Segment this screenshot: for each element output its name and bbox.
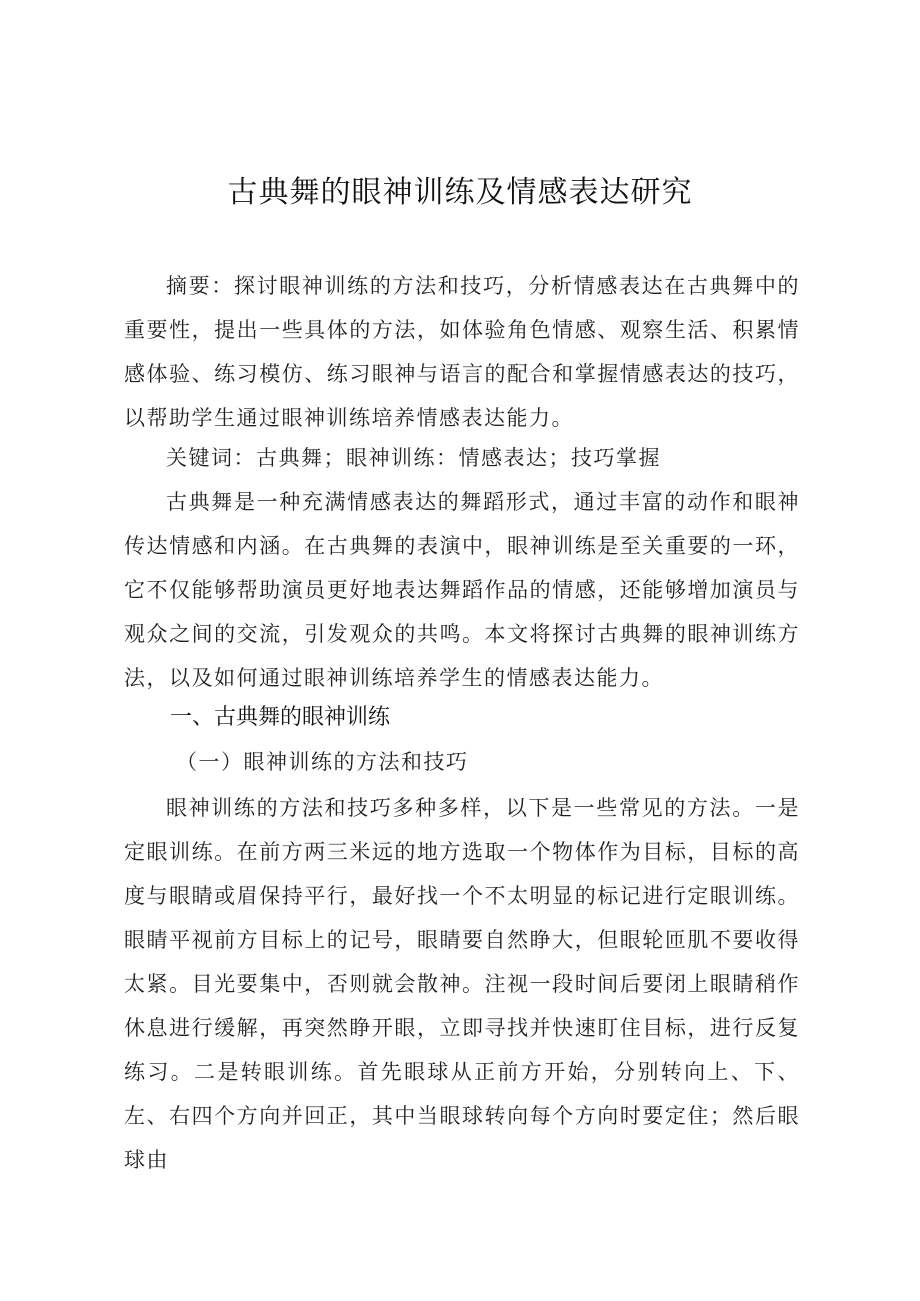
subsection-heading: （一）眼神训练的方法和技巧 bbox=[176, 750, 469, 774]
keywords-line: 关键词：古典舞；眼神训练：情感表达；技巧掌握 bbox=[166, 446, 661, 470]
methods-block bbox=[124, 786, 800, 1182]
abstract-block bbox=[124, 264, 800, 440]
document-title: 古典舞的眼神训练及情感表达研究 bbox=[227, 175, 693, 210]
section-heading: 一、古典舞的眼神训练 bbox=[170, 705, 391, 730]
intro-block bbox=[124, 480, 800, 700]
methods-paragraph: 眼神训练的方法和技巧多种多样，以下是一些常见的方法。一是定眼训练。在前方两三米远的地方选取一个物体作为目标，目标的高度与眼睛或眉保持平行，最好找一个不太明显的标记进行定眼训练。眼睛平视前方目标上的记号，眼睛要自然睁大，但眼轮匝肌不要收得太紧。目光要集中，否则就会散神。注视一段时间后要闭上眼睛稍作休息进行缓解，再突然睁开眼，立即寻找并快速盯住目标，进行反复练习。二是转眼训练。首先眼球从正前方开始，分别转向上、下、左、右四个方向并回正，其中当眼球转向每个方向时要定住；然后眼球由 bbox=[124, 796, 800, 1172]
abstract-paragraph: 摘要：探讨眼神训练的方法和技巧，分析情感表达在古典舞中的重要性，提出一些具体的方法，如体验角色情感、观察生活、积累情感体验、练习模仿、练习眼神与语言的配合和掌握情感表达的技巧，以帮助学生通过眼神训练培养情感表达能力。 bbox=[124, 274, 800, 430]
intro-paragraph: 古典舞是一种充满情感表达的舞蹈形式，通过丰富的动作和眼神传达情感和内涵。在古典舞的表演中，眼神训练是至关重要的一环，它不仅能够帮助演员更好地表达舞蹈作品的情感，还能够增加演员与观众之间的交流，引发观众的共鸣。本文将探讨古典舞的眼神训练方法，以及如何通过眼神训练培养学生的情感表达能力。 bbox=[124, 490, 800, 690]
keywords-block bbox=[124, 436, 800, 480]
